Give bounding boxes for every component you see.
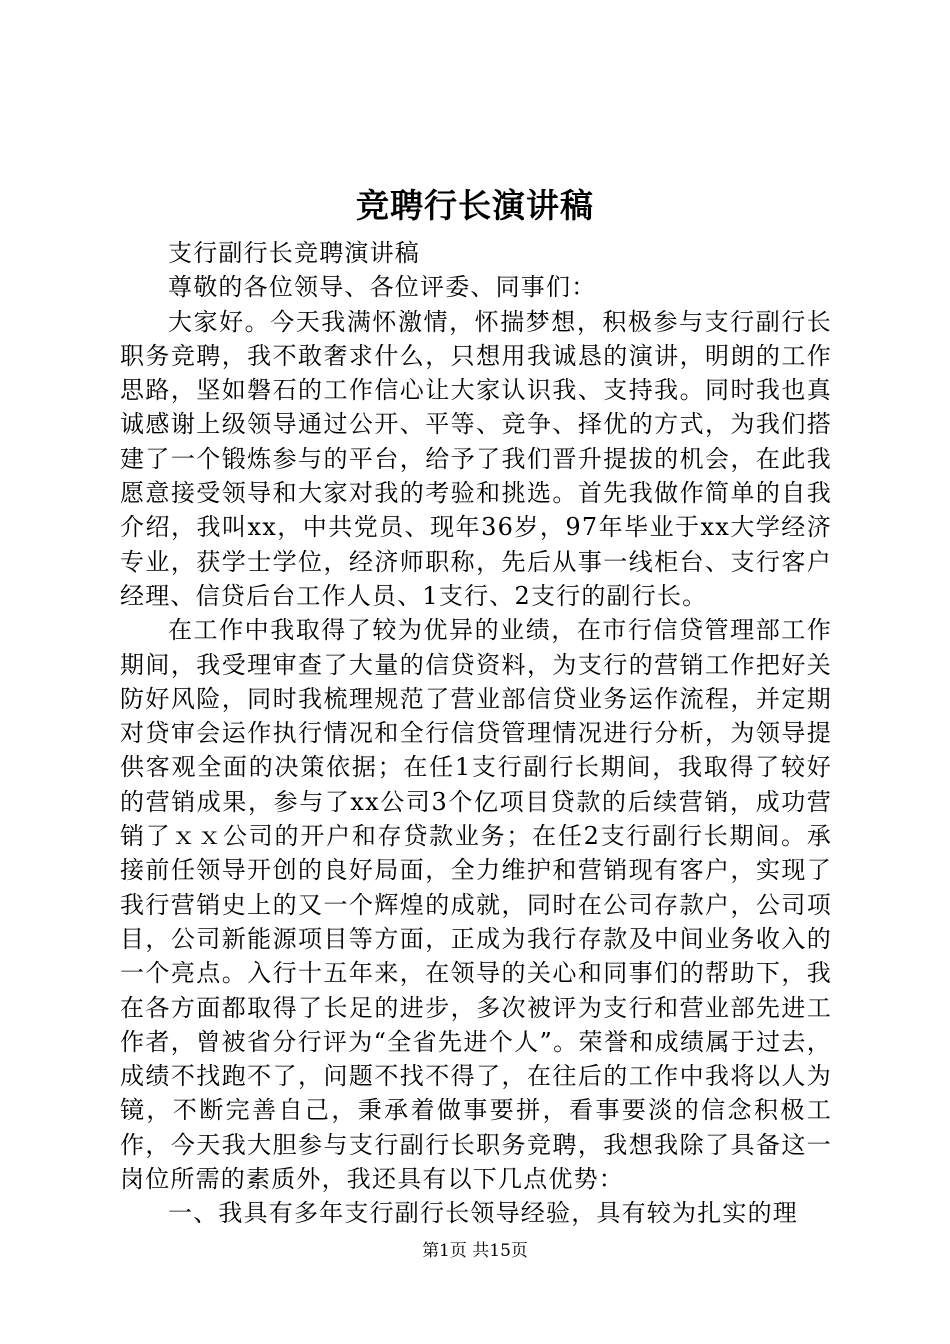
document-body — [120, 236, 832, 1231]
body-paragraph: 大家好。今天我满怀激情，怀揣梦想，积极参与支行副行长职务竞聘，我不敢奢求什么，只想用我诚恳的演讲，明朗的工作思路，坚如磐石的工作信心让大家认识我、支持我。同时我也真诚感谢上级领导通过公开、平等、竞争、择优的方式，为我们搭建了一个锻炼参与的平台，给予了我们晋升提拔的机会，在此我愿意接受领导和大家对我的考验和挑选。首先我做作简单的自我介绍，我叫xx，中共党员、现年36岁，97年毕业于xx大学经济专业，获学士学位，经济师职称，先后从事一线柜台、支行客户经理、信贷后台工作人员、1支行、2支行的副行长。 — [120, 307, 832, 610]
subtitle-paragraph: 支行副行长竞聘演讲稿 — [168, 239, 420, 267]
document-title: 竞聘行长演讲稿 — [356, 186, 594, 225]
page-footer: 第1页 共15页 — [422, 1241, 528, 1261]
body-paragraph: 一、我具有多年支行副行长领导经验，具有较为扎实的理 — [168, 1199, 798, 1228]
salutation-paragraph: 尊敬的各位领导、各位评委、同事们： — [168, 273, 597, 302]
body-paragraph: 在工作中我取得了较为优异的业绩，在市行信贷管理部工作期间，我受理审查了大量的信贷资料，为支行的营销工作把好关防好风险，同时我梳理规范了营业部信贷业务运作流程，并定期对贷审会运作执行情况和全行信贷管理情况进行分析，为领导提供客观全面的决策依据；在任1支行副行长期间，我取得了较好的营销成果，参与了xx公司3个亿项目贷款的后续营销，成功营销了ｘｘ公司的开户和存贷款业务；在任2支行副行长期间。承接前任领导开创的良好局面，全力维护和营销现有客户，实现了我行营销史上的又一个辉煌的成就，同时在公司存款户，公司项目，公司新能源项目等方面，正成为我行存款及中间业务收入的一个亮点。入行十五年来，在领导的关心和同事们的帮助下，我在各方面都取得了长足的进步，多次被评为支行和营业部先进工作者，曾被省分行评为“全省先进个人”。荣誉和成绩属于过去，成绩不找跑不了，问题不找不得了，在往后的工作中我将以人为镜，不断完善自己，秉承着做事要拼，看事要淡的信念积极工作，今天我大胆参与支行副行长职务竞聘，我想我除了具备这一岗位所需的素质外，我还具有以下几点优势： — [120, 616, 832, 1194]
